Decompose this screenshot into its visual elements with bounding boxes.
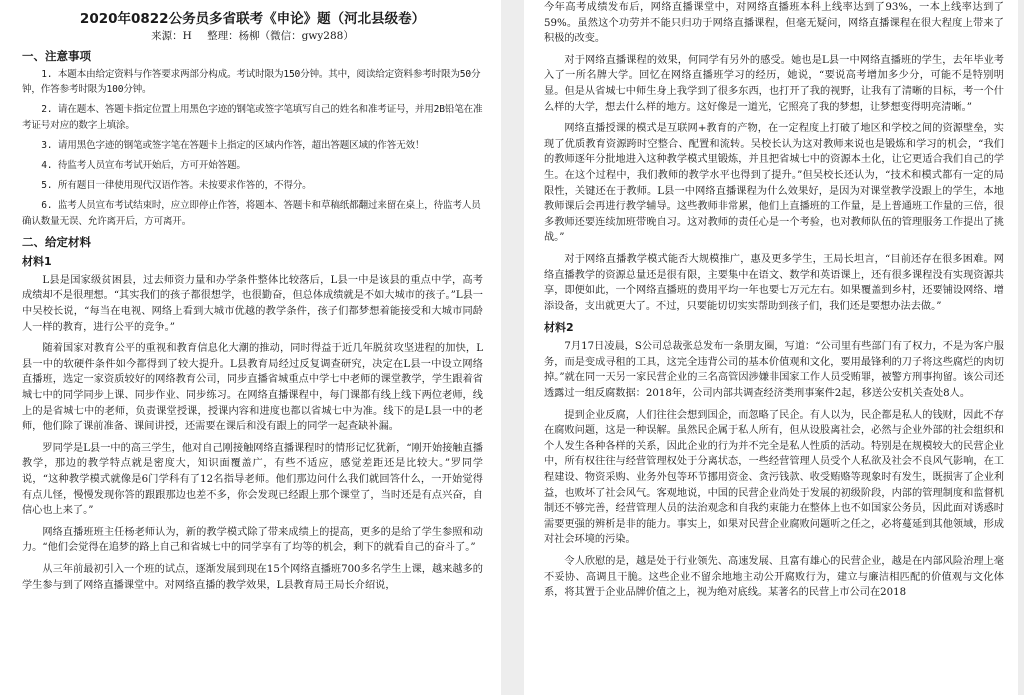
note-item-4: 4. 待监考人员宣布考试开始后，方可开始答题。 bbox=[41, 160, 246, 172]
material-2-paragraph: 令人欣慰的是，越是处于行业领先、高速发展、且富有雄心的民营企业，越是在内部风险治理上毫不妥协、高调且干脆。这些企业不留余地地主动公开腐败行为，建立与廉洁相匹配的价值观与文化体系，将其置于企业品牌价值之上，视为绝对底线。某著名的民营上市公司在2018 bbox=[544, 556, 1004, 599]
material-1-paragraph: 今年高考成绩发布后，网络直播课堂中，对网络直播班本科上线率达到了93%，一本上线率达到了59%。虽然这个功劳并不能只归功于网络直播课程，但毫无疑问，网络直播课程在很大程度上带来了积极的改变。 bbox=[544, 2, 1004, 45]
material-1-paragraph: L县是国家级贫困县，过去师资力量和办学条件整体比较落后，L县一中是该县的重点中学，高考成绩却不是很理想。“其实我们的孩子都很想学，也很勤奋，但总体成绩就是不如大城市的孩子。”L县一中吴校长说，“每当在电视、网络上看到大城市优越的教学条件，孩子们都梦想着能接受和大城市同龄人一样的教育，进行公平的竞争。” bbox=[22, 274, 483, 333]
material-2-paragraph: 提到企业反腐，人们往往会想到国企，而忽略了民企。有人以为，民企都是私人的钱财，因此不存在腐败问题，这是一种误解。虽然民企属于私人所有，但从设股离社会，必然与企业外部的社会组织和个人发生各种各样的关系，因此企业的行为并不完全是私人性质的活动。特别是在规模较大的民营企业中，所有权往往与经营管理权处于分离状态，一些经营管理人员受个人私欲及社会不良风气影响，在工程建设、物资采购、业务外包等环节挪用资金、贪污钱款、收受贿赂等现象时有发生，既损害了企业利益，也败坏了社会风气。客观地说，中国的民营企业尚处于发展的初级阶段，内部的管理制度和监督机制还不够完善，经营管理人员的法治观念和自我约束能力在整体上也不如国家公务员，因此面对诱惑时需要更强的辨析是非的能力。事实上，如果对民营企业腐败问题听之任之，必将蔓延到其他领域，形成对社会环境的污染。 bbox=[544, 409, 1004, 546]
source-text: 来源：H bbox=[151, 30, 192, 42]
note-item-1: 1. 本题本由给定资料与作答要求两部分构成。考试时限为150分钟。其中，阅读给定资料参考时限为50分钟，作答参考时限为100分钟。 bbox=[22, 69, 481, 96]
material-1-paragraph: 网络直播班班主任杨老师认为，新的教学模式除了带来成绩上的提高，更多的是给了学生参照和动力。“他们会觉得在追梦的路上自己和省城七中的同学享有了均等的机会，剩下的就看自己的奋斗了。” bbox=[22, 526, 483, 554]
note-item-5: 5. 所有题目一律使用现代汉语作答。未按要求作答的，不得分。 bbox=[41, 180, 312, 192]
document-title: 2020年0822公务员多省联考《申论》题（河北县级卷） bbox=[79, 11, 426, 27]
material-2-paragraph: 7月17日凌晨，S公司总裁张总发布一条朋友圈，写道：“公司里有些部门有了权力，不是为客户服务，而是变成寻租的工具，这完全违背公司的基本价值观和文化，要用最锋利的刀子将这些腐烂的肉切掉。”就在同一天另一家民营企业的三名高管因涉嫌非国家工作人员受贿罪，被警方刑事拘留。该公司还透露过一组反腐数据：2018年，公司内部共调查经济类刑事案件2起，移送公安机关查处8人。 bbox=[544, 341, 1004, 400]
editor-text: 整理：杨柳（微信：gwy288） bbox=[207, 30, 354, 42]
material-1-paragraph: 从三年前最初引入一个班的试点，逐渐发展到现在15个网络直播班700多名学生上课，越来越多的学生参与到了网络直播课堂中。对网络直播的教学效果，L县教育局王局长介绍说， bbox=[22, 563, 483, 591]
material-1-paragraph: 对于网络直播课程的效果，何同学有另外的感受。她也是L县一中网络直播班的学生，去年毕业考入了一所名牌大学。回忆在网络直播班学习的经历，她说，“要说高考增加多少分，可能不是特别明显。但是从省城七中师生身上我学到了很多东西，也打开了我的视野，让我有了清晰的目标，考一个什么样的大学，想去什么样的地方。这好像是一道光，它照亮了我的梦想，让梦想变得明亮清晰。” bbox=[544, 54, 1004, 113]
document-page-left bbox=[0, 0, 501, 695]
note-item-2: 2. 请在题本、答题卡指定位置上用黑色字迹的钢笔或签字笔填写自己的姓名和准考证号，并用2B铅笔在准考证号对应的数字上填涂。 bbox=[22, 104, 483, 131]
material-1-label: 材料1 bbox=[22, 254, 52, 268]
material-1-paragraph: 网络直播授课的模式是互联网+教育的产物，在一定程度上打破了地区和学校之间的资源壁垒，实现了优质教育资源跨时空整合、配置和流转。吴校长认为这对教师来说也是锻炼和学习的机会，“我们的教师逐年分批地进入这种教学模式里锻炼，并且把省城七中的资源本土化，让它更适合我们自己的学生。在这个过程中，我们教师的教学水平也得到了提升。”但吴校长还认为，“技术和模式都有一定的局限性，关键还在于教师。L县一中网络直播课程为什么效果好，是因为对课堂教学没跟上的学生，本地教师课后会再进行教学辅导。这些教师非常累，他们上直播班的工作量，是上普通班工作量的三倍，很多教师还要连续加班带晚自习。这对教师的责任心是一个考验，也对教师队伍的管理服务工作提出了挑战。” bbox=[544, 123, 1004, 244]
material-1-paragraph: 罗同学是L县一中的高三学生，他对自己刚接触网络直播课程时的情形记忆犹新，“刚开始接触直播教学，那边的教学特点就是密度大，知识面覆盖广，有些不适应，感觉差距还是比较大。”罗同学说，“这种教学模式就像是6门学科有了12名指导老师。他们那边问什么我们就回答什么，一开始觉得有点儿怪，慢慢发现你答的跟跟那边也差不多，你会发现已经跟上那个课堂了，当时还是有点兴奋，自信心也上来了。” bbox=[22, 442, 483, 517]
material-2-label: 材料2 bbox=[544, 321, 574, 335]
notes-heading: 一、注意事项 bbox=[22, 49, 91, 63]
note-item-3: 3. 请用黑色字迹的钢笔或签字笔在答题卡上指定的区域内作答，超出答题区域的作答无效！ bbox=[41, 139, 425, 151]
page-gap bbox=[501, 0, 524, 695]
materials-heading: 二、给定材料 bbox=[22, 234, 91, 249]
material-1-paragraph: 随着国家对教育公平的重视和教育信息化大潮的推动，同时得益于近几年脱贫攻坚进程的加快，L县一中的软硬件条件如今都得到了较大提升。L县教育局经过反复调查研究，决定在L县一中设立网络直播班，选定一家资质较好的网络教育公司，同步直播省城重点中学七中老师的课堂教学，学生跟着省城七中的同学同步上课、同步作业、同步练习。在网络直播课程中，每门课都有线上线下两位老师，线上的是省城七中的老师，负责课堂授课，授课内容和进度也都以省城七中为准。线下的是L县一中的老师，他们除了课前准备、课间讲授，还需要在课后和没有跟上的同学一起查缺补漏。 bbox=[22, 343, 483, 433]
source-line bbox=[22, 28, 483, 44]
note-item-6: 6. 监考人员宣布考试结束时，应立即停止作答，将题本、答题卡和草稿纸都翻过来留在桌上，待监考人员确认数量无误、允许离开后，方可离开。 bbox=[22, 200, 481, 227]
material-1-paragraph: 对于网络直播教学模式能否大规模推广，惠及更多学生，王局长坦言，“目前还存在很多困难。网络直播教学的资源总量还是很有限，主要集中在语文、数学和英语课上，还有很多课程没有实现资源共享，即便如此，一个网络直播班的费用平均一年也要七万元左右。如果覆盖到乡村，还要铺设网络、增添设备，支出就更大了。不过，只要能切切实实帮助到孩子们，我们还是要想办法去做。” bbox=[544, 253, 1004, 312]
document-page-right bbox=[524, 0, 1018, 695]
